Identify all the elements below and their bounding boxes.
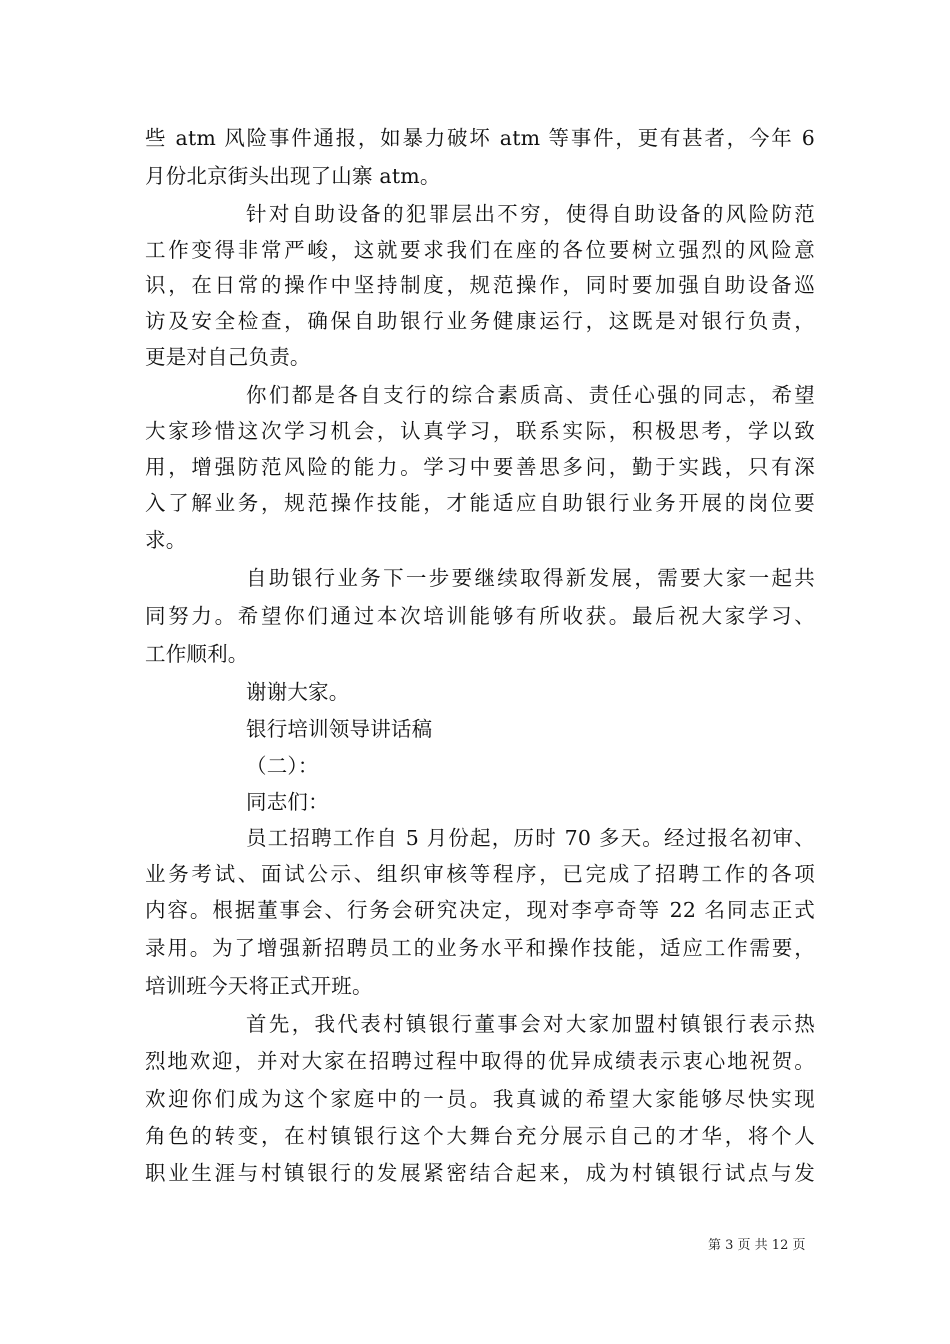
- text-line: 业务考试、面试公示、组织审核等程序，已完成了招聘工作的各项: [145, 862, 815, 886]
- text-line: 自助银行业务下一步要继续取得新发展，需要大家一起共: [246, 566, 815, 590]
- text-line: 培训班今天将正式开班。: [145, 974, 373, 998]
- text-line: 些 atm 风险事件通报，如暴力破坏 atm 等事件，更有甚者，今年 6: [145, 126, 815, 150]
- text-line: 欢迎你们成为这个家庭中的一员。我真诚的希望大家能够尽快实现: [145, 1087, 815, 1111]
- text-line: 识，在日常的操作中坚持制度，规范操作，同时要加强自助设备巡: [145, 273, 815, 297]
- text-line: 谢谢大家。: [246, 680, 350, 704]
- text-line: 你们都是各自支行的综合素质高、责任心强的同志，希望: [246, 383, 815, 407]
- page-number-footer: 第 3 页 共 12 页: [708, 1238, 806, 1253]
- document-subtitle: 银行培训领导讲话稿: [246, 717, 433, 741]
- text-line: 职业生涯与村镇银行的发展紧密结合起来，成为村镇银行试点与发: [145, 1161, 815, 1185]
- text-line: 首先，我代表村镇银行董事会对大家加盟村镇银行表示热: [246, 1012, 815, 1036]
- text-line: 烈地欢迎，并对大家在招聘过程中取得的优异成绩表示衷心地祝贺。: [145, 1049, 815, 1073]
- text-line: 针对自助设备的犯罪层出不穷，使得自助设备的风险防范: [246, 202, 815, 226]
- text-line: 入了解业务，规范操作技能，才能适应自助银行业务开展的岗位要: [145, 491, 815, 515]
- text-line: 大家珍惜这次学习机会，认真学习，联系实际，积极思考，学以致: [145, 419, 815, 443]
- text-line: 角色的转变，在村镇银行这个大舞台充分展示自己的才华，将个人: [145, 1124, 815, 1148]
- salutation: 同志们：: [246, 790, 329, 814]
- text-line: 工作顺利。: [145, 642, 249, 666]
- text-line: 同努力。希望你们通过本次培训能够有所收获。最后祝大家学习、: [145, 604, 815, 628]
- text-line: 用，增强防范风险的能力。学习中要善思多问，勤于实践，只有深: [145, 455, 815, 479]
- text-line: 月份北京街头出现了山寨 atm。: [145, 164, 441, 188]
- text-line: 内容。根据董事会、行务会研究决定，现对李亭奇等 22 名同志正式: [145, 898, 815, 922]
- text-line: 工作变得非常严峻，这就要求我们在座的各位要树立强烈的风险意: [145, 238, 815, 262]
- section-number: （二）：: [246, 754, 319, 778]
- text-line: 录用。为了增强新招聘员工的业务水平和操作技能，适应工作需要，: [145, 936, 815, 960]
- text-line: 员工招聘工作自 5 月份起，历时 70 多天。经过报名初审、: [246, 826, 815, 850]
- text-line: 求。: [145, 528, 187, 552]
- text-line: 访及安全检查，确保自助银行业务健康运行，这既是对银行负责，: [145, 309, 815, 333]
- text-line: 更是对自己负责。: [145, 345, 311, 369]
